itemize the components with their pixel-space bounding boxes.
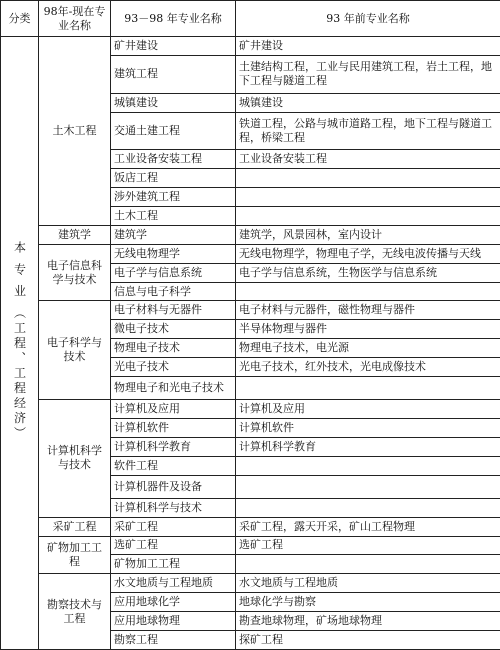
major-pre-93-cell — [236, 456, 500, 475]
major-pre-93-cell: 选矿工程 — [236, 536, 500, 555]
major-93-98-cell: 微电子技术 — [111, 320, 236, 339]
table-row — [1, 517, 500, 536]
header-since-98: 98年-现在专业名称 — [39, 1, 111, 37]
major-pre-93-cell: 计算机科学教育 — [236, 437, 500, 456]
major-pre-93-cell: 电子学与信息系统，生物医学与信息系统 — [236, 263, 500, 282]
major-pre-93-cell: 地球化学与勘察 — [236, 593, 500, 612]
major-93-98-cell: 城镇建设 — [111, 93, 236, 112]
table-row — [1, 400, 500, 419]
header-93-98: 93－98 年专业名称 — [111, 1, 236, 37]
major-pre-93-cell: 物理电子技术，电光源 — [236, 339, 500, 358]
major-93-98-cell: 计算机器件及设备 — [111, 475, 236, 498]
major-93-98-cell: 工业设备安装工程 — [111, 150, 236, 169]
major-93-98-cell: 计算机软件 — [111, 419, 236, 438]
major-93-98-cell: 信息与电子科学 — [111, 282, 236, 301]
major-pre-93-cell: 采矿工程，露天开采，矿山工程物理 — [236, 517, 500, 536]
major-pre-93-cell — [236, 555, 500, 574]
major-pre-93-cell: 工业设备安装工程 — [236, 150, 500, 169]
major-pre-93-cell: 城镇建设 — [236, 93, 500, 112]
major-pre-93-cell — [236, 377, 500, 400]
major-93-98-cell: 涉外建筑工程 — [111, 188, 236, 207]
major-pre-93-cell: 光电子技术，红外技术，光电成像技术 — [236, 358, 500, 377]
major-pre-93-cell — [236, 169, 500, 188]
major-pre-93-cell: 勘查地球物理，矿场地球物理 — [236, 612, 500, 631]
table-body — [1, 37, 500, 650]
category-label: 本 专 业 （工程、工程经济） — [12, 240, 27, 442]
group-name-cell: 建筑学 — [39, 225, 111, 244]
major-93-98-cell: 无线电物理学 — [111, 244, 236, 263]
group-name-cell: 电子信息科学与技术 — [39, 244, 111, 301]
table-row — [1, 574, 500, 593]
major-93-98-cell: 水文地质与工程地质 — [111, 574, 236, 593]
header-category: 分类 — [1, 1, 39, 37]
group-name-cell: 矿物加工工程 — [39, 536, 111, 574]
major-pre-93-cell: 土建结构工程，工业与民用建筑工程，岩土工程，地下工程与隧道工程 — [236, 55, 500, 93]
major-pre-93-cell — [236, 282, 500, 301]
major-pre-93-cell: 建筑学，风景园林，室内设计 — [236, 225, 500, 244]
table-row — [1, 244, 500, 263]
major-93-98-cell: 交通土建工程 — [111, 112, 236, 150]
major-93-98-cell: 选矿工程 — [111, 536, 236, 555]
major-93-98-cell: 采矿工程 — [111, 517, 236, 536]
major-93-98-cell: 物理电子技术 — [111, 339, 236, 358]
group-name-cell: 采矿工程 — [39, 517, 111, 536]
major-93-98-cell: 软件工程 — [111, 456, 236, 475]
major-93-98-cell: 勘察工程 — [111, 630, 236, 649]
header-pre-93: 93 年前专业名称 — [236, 1, 500, 37]
major-93-98-cell: 计算机科学教育 — [111, 437, 236, 456]
table-header-row — [1, 1, 500, 37]
major-93-98-cell: 计算机及应用 — [111, 400, 236, 419]
major-93-98-cell: 电子材料与无器件 — [111, 301, 236, 320]
major-pre-93-cell: 铁道工程，公路与城市道路工程，地下工程与隧道工程，桥梁工程 — [236, 112, 500, 150]
major-pre-93-cell: 水文地质与工程地质 — [236, 574, 500, 593]
major-93-98-cell: 建筑学 — [111, 225, 236, 244]
major-93-98-cell: 应用地球化学 — [111, 593, 236, 612]
major-93-98-cell: 矿物加工工程 — [111, 555, 236, 574]
major-pre-93-cell: 电子材料与元器件，磁性物理与器件 — [236, 301, 500, 320]
major-pre-93-cell — [236, 207, 500, 226]
major-pre-93-cell: 半导体物理与器件 — [236, 320, 500, 339]
major-93-98-cell: 应用地球物理 — [111, 612, 236, 631]
major-93-98-cell: 光电子技术 — [111, 358, 236, 377]
major-93-98-cell: 矿井建设 — [111, 37, 236, 56]
major-93-98-cell: 土木工程 — [111, 207, 236, 226]
table-row — [1, 536, 500, 555]
table-row — [1, 301, 500, 320]
major-93-98-cell: 计算机科学与技术 — [111, 498, 236, 517]
table-row — [1, 225, 500, 244]
major-pre-93-cell: 计算机及应用 — [236, 400, 500, 419]
group-name-cell: 计算机科学与技术 — [39, 400, 111, 518]
major-pre-93-cell — [236, 498, 500, 517]
major-pre-93-cell: 探矿工程 — [236, 630, 500, 649]
group-name-cell: 土木工程 — [39, 37, 111, 226]
category-cell — [1, 37, 39, 650]
major-93-98-cell: 饭店工程 — [111, 169, 236, 188]
major-93-98-cell: 物理电子和光电子技术 — [111, 377, 236, 400]
table-row — [1, 37, 500, 56]
major-pre-93-cell: 无线电物理学，物理电子学，无线电波传播与天线 — [236, 244, 500, 263]
major-pre-93-cell: 矿井建设 — [236, 37, 500, 56]
major-pre-93-cell — [236, 188, 500, 207]
major-pre-93-cell: 计算机软件 — [236, 419, 500, 438]
major-93-98-cell: 电子学与信息系统 — [111, 263, 236, 282]
group-name-cell: 勘察技术与工程 — [39, 574, 111, 650]
group-name-cell: 电子科学与技术 — [39, 301, 111, 400]
major-93-98-cell: 建筑工程 — [111, 55, 236, 93]
major-pre-93-cell — [236, 475, 500, 498]
